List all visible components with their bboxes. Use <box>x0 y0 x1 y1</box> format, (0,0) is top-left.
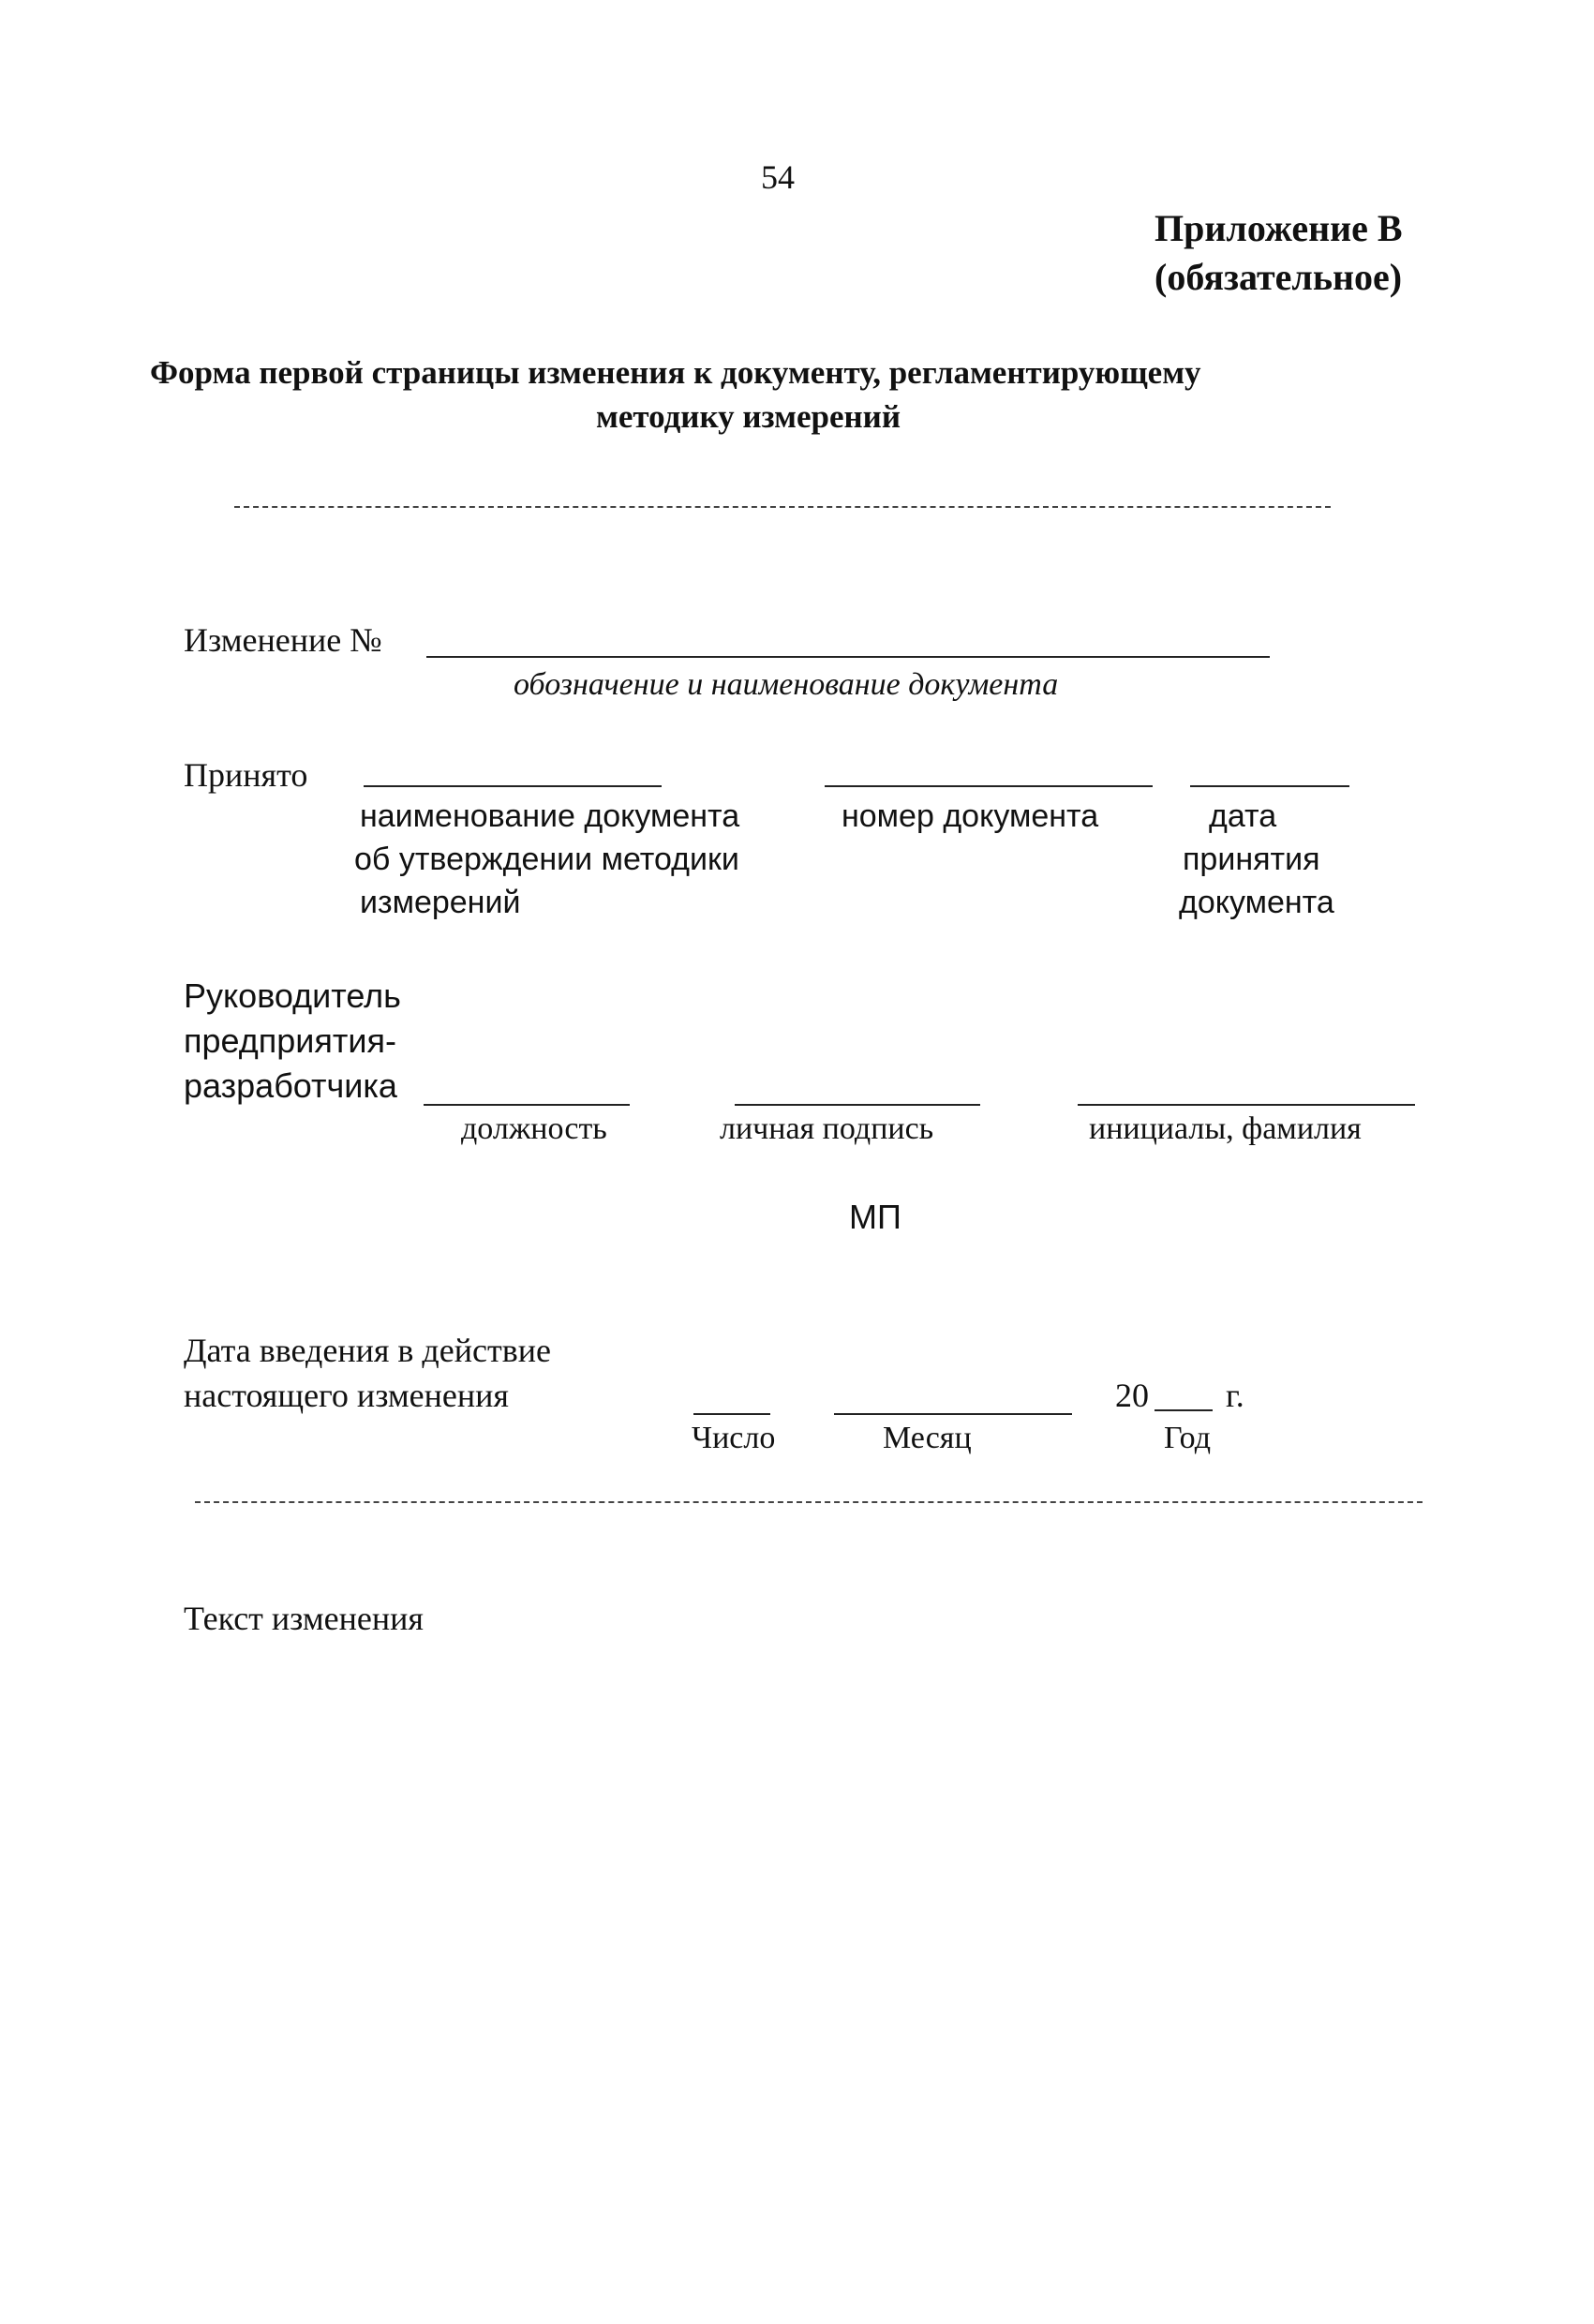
effective-date-label-2: настоящего изменения <box>184 1377 509 1414</box>
change-number-label: Изменение № <box>184 621 382 659</box>
accepted-date-line <box>1190 785 1349 787</box>
effective-month-caption: Месяц <box>883 1421 972 1455</box>
change-number-line <box>426 656 1270 658</box>
accepted-date-caption-1: дата <box>1209 798 1277 834</box>
stamp-label: МП <box>849 1198 901 1236</box>
head-signature-caption: личная подпись <box>720 1111 934 1146</box>
accepted-doc-name-caption-3: измерений <box>360 885 521 920</box>
effective-year-prefix: 20 <box>1115 1377 1149 1414</box>
accepted-doc-number-line <box>825 785 1153 787</box>
title-separator-line <box>234 506 1331 508</box>
accepted-date-caption-2: принятия <box>1183 842 1320 877</box>
head-label-2: предприятия- <box>184 1021 396 1060</box>
head-label-1: Руководитель <box>184 976 401 1015</box>
accepted-doc-name-line <box>364 785 662 787</box>
accepted-doc-name-caption-1: наименование документа <box>360 798 740 834</box>
head-label-3: разработчика <box>184 1066 397 1105</box>
effective-day-line <box>693 1413 770 1415</box>
head-name-line <box>1078 1104 1415 1106</box>
head-signature-line <box>735 1104 980 1106</box>
change-text-label: Текст изменения <box>184 1600 424 1637</box>
appendix-status: (обязательное) <box>1155 256 1403 298</box>
head-position-caption: должность <box>461 1111 607 1146</box>
page-number: 54 <box>761 158 795 196</box>
accepted-doc-name-caption-2: об утверждении методики <box>354 842 739 877</box>
change-number-caption: обозначение и наименование документа <box>514 667 1059 702</box>
effective-date-label-1: Дата введения в действие <box>184 1332 551 1369</box>
effective-year-suffix: г. <box>1226 1377 1244 1414</box>
form-title-line2: методику измерений <box>596 398 901 435</box>
head-name-caption: инициалы, фамилия <box>1089 1111 1362 1146</box>
effective-day-caption: Число <box>692 1421 776 1455</box>
effective-month-line <box>834 1413 1072 1415</box>
accepted-label: Принято <box>184 756 308 794</box>
effective-year-caption: Год <box>1164 1421 1211 1455</box>
appendix-title: Приложение В <box>1155 207 1403 249</box>
bottom-separator-line <box>195 1501 1423 1503</box>
head-position-line <box>424 1104 630 1106</box>
form-title-line1: Форма первой страницы изменения к документу, регламентирующему <box>150 354 1201 391</box>
effective-year-line <box>1155 1409 1213 1411</box>
accepted-date-caption-3: документа <box>1179 885 1334 920</box>
accepted-doc-number-caption: номер документа <box>842 798 1099 834</box>
